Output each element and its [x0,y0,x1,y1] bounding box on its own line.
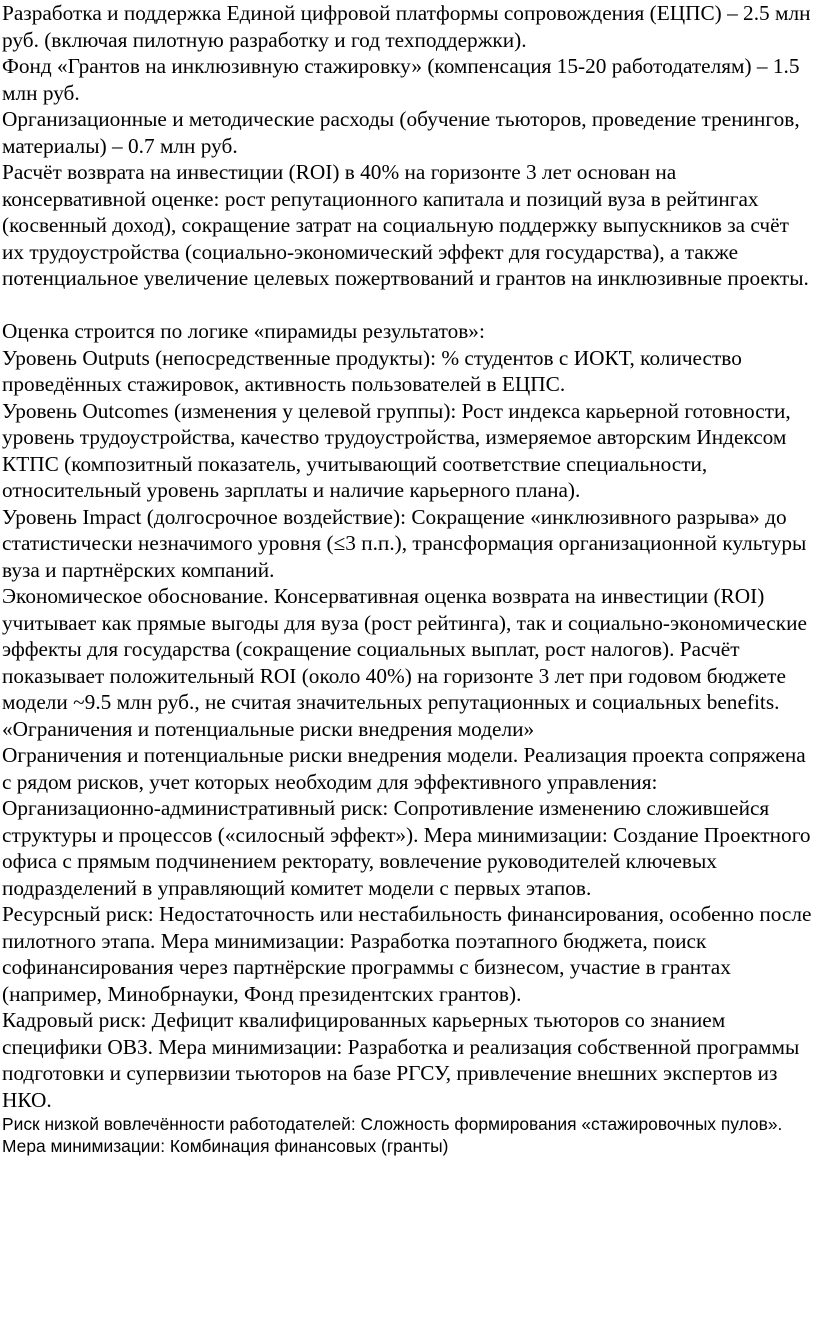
paragraph-org-admin-risk: Организационно-административный риск: Сопротивление изменению сложившейся структуры и процессов («силосный эффект»). Мера минимизации: Создание Проектного офиса с прямым подчинением ректорату, вовлечение руководителей ключевых подразделений в управляющий комитет модели с первых этапов. [2,796,811,900]
paragraph-grant-fund: Фонд «Грантов на инклюзивную стажировку» (компенсация 15-20 работодателям) – 1.5 млн руб. [2,54,800,105]
paragraph-resource-risk: Ресурсный риск: Недостаточность или нестабильность финансирования, особенно после пилотного этапа. Мера минимизации: Разработка поэтапного бюджета, поиск софинансирования через партнёрские программы с бизнесом, участие в грантах (например, Минобрнауки, Фонд президентских грантов). [2,902,812,1006]
paragraph-results-pyramid: Оценка строится по логике «пирамиды результатов»: [2,319,485,343]
paragraph-impact-level: Уровень Impact (долгосрочное воздействие): Сокращение «инклюзивного разрыва» до статистически незначимого уровня (≤3 п.п.), трансформация организационной культуры вуза и партнёрских компаний. [2,504,807,582]
paragraph-roi-calc: Расчёт возврата на инвестиции (ROI) в 40% на горизонте 3 лет основан на консервативной оценке: рост репутационного капитала и позиций вуза в рейтингах (косвенный доход), сокращение затрат на социальную поддержку выпускников за счёт их трудоустройства (социально-экономический эффект для государства), а также потенциальное увеличение целевых пожертвований и грантов на инклюзивные проекты. [2,160,809,290]
paragraph-employer-risk: Риск низкой вовлечённости работодателей: Сложность формирования «стажировочных пулов». Мера минимизации: Комбинация финансовых (гранты) [2,1114,783,1156]
paragraph-org-costs: Организационные и методические расходы (обучение тьюторов, проведение тренингов, материалы) – 0.7 млн руб. [2,107,800,158]
paragraph-staff-risk: Кадровый риск: Дефицит квалифицированных карьерных тьюторов со знанием специфики ОВЗ. Мера минимизации: Разработка и реализация собственной программы подготовки и супервизии тьюторов на базе РГСУ, привлечение внешних экспертов из НКО. [2,1008,800,1112]
section-title-risks: «Ограничения и потенциальные риски внедрения модели» [2,716,535,741]
paragraph-outputs-level: Уровень Outputs (непосредственные продукты): % студентов с ИОКТ, количество проведённых стажировок, активность пользователей в ЕЦПС. [2,345,742,396]
paragraph-platform-cost: Разработка и поддержка Единой цифровой платформы сопровождения (ЕЦПС) – 2.5 млн руб. (включая пилотную разработку и год техподдержки). [2,1,811,52]
paragraph-risks-intro: Ограничения и потенциальные риски внедрения модели. Реализация проекта сопряжена с рядом рисков, учет которых необходим для эффективного управления: [2,743,806,794]
paragraph-outcomes-level: Уровень Outcomes (изменения у целевой группы): Рост индекса карьерной готовности, уровень трудоустройства, качество трудоустройства, измеряемое авторским Индексом КТПС (композитный показатель, учитывающий соответствие специальности, относительный уровень зарплаты и наличие карьерного плана). [2,398,791,502]
paragraph-economic-justification: Экономическое обоснование. Консервативная оценка возврата на инвестиции (ROI) учитывает как прямые выгоды для вуза (рост рейтинга), так и социально-экономические эффекты для государства (сокращение социальных выплат, рост налогов). Расчёт показывает положительный ROI (около 40%) на горизонте 3 лет при годовом бюджете модели ~9.5 млн руб., не считая значительных репутационных и социальных benefits. [2,584,807,714]
blank-line [2,292,812,319]
